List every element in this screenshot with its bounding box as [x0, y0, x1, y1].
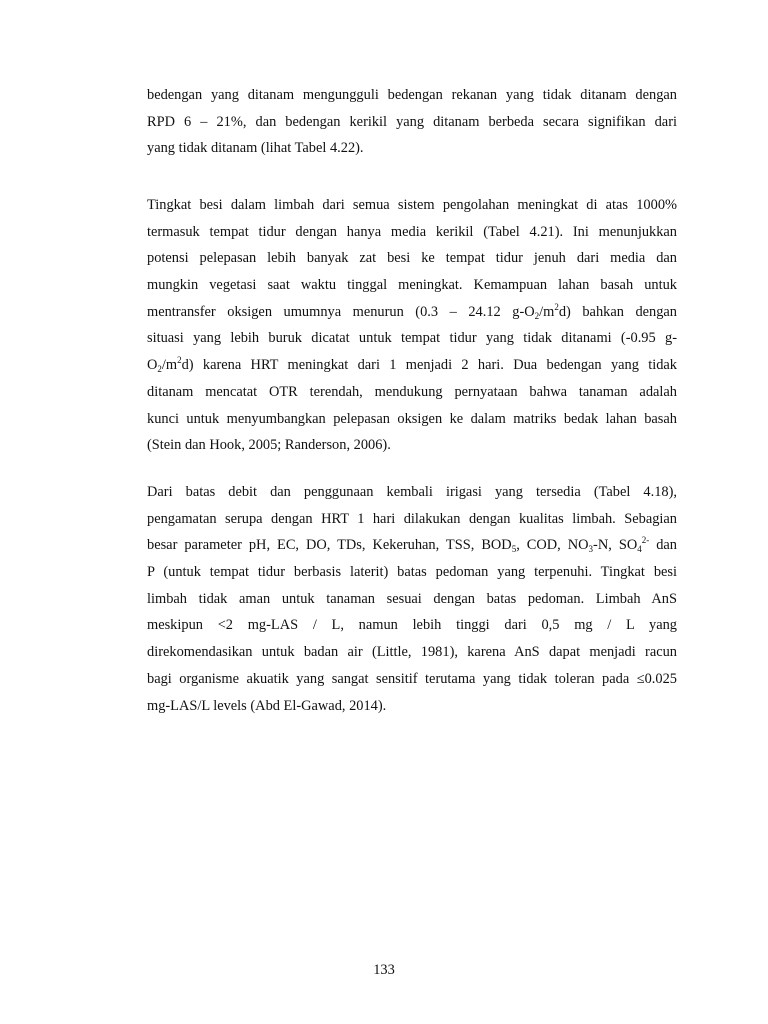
text-line: Tingkat besi dalam limbah dari semua sistem pengolahan meningkat di atas 1000%	[147, 197, 677, 213]
subscript: 3	[588, 544, 594, 555]
subscript: 5	[511, 544, 517, 555]
text-line: potensi pelepasan lebih banyak zat besi ke tempat tidur jenuh dari media dan	[147, 250, 677, 267]
text-segment: d) karena HRT meningkat dari 1 menjadi 2 hari. Dua bedengan yang tidak	[181, 357, 677, 374]
text-line: mg-LAS/L levels (Abd El-Gawad, 2014).	[147, 697, 387, 714]
text-line	[147, 532, 677, 559]
text-segment: -N, SO	[593, 537, 638, 554]
subscript: 2	[534, 310, 540, 321]
text-line: (Stein dan Hook, 2005; Randerson, 2006).	[147, 437, 391, 454]
text-line: P (untuk tempat tidur berbasis laterit) batas pedoman yang terpenuhi. Tingkat besi	[147, 564, 677, 581]
text-line: kunci untuk menyumbangkan pelepasan oksigen ke dalam matriks bedak lahan basah	[147, 410, 677, 427]
text-line	[147, 299, 677, 326]
text-line: direkomendasikan untuk badan air (Little, 1981), karena AnS dapat menjadi racun	[147, 644, 677, 661]
paragraph-2	[147, 192, 677, 459]
text-segment: /m	[539, 303, 555, 320]
text-line: pengamatan serupa dengan HRT 1 hari dilakukan dengan kualitas limbah. Sebagian	[147, 510, 677, 527]
text-segment: d) bahkan dengan	[558, 303, 677, 320]
text-segment: dan	[649, 537, 677, 554]
text-line: bedengan yang ditanam mengungguli bedengan rekanan yang tidak ditanam dengan	[147, 87, 677, 103]
text-line: Dari batas debit dan penggunaan kembali irigasi yang tersedia (Tabel 4.18),	[147, 484, 677, 500]
superscript: 2	[177, 355, 182, 366]
text-line	[147, 352, 677, 379]
page-number: 133	[373, 962, 395, 978]
text-line: bagi organisme akuatik yang sangat sensitif terutama yang tidak toleran pada ≤0.025	[147, 670, 677, 687]
text-line: termasuk tempat tidur dengan hanya media kerikil (Tabel 4.21). Ini menunjukkan	[147, 223, 677, 240]
text-line: RPD 6 – 21%, dan bedengan kerikil yang ditanam berbeda secara signifikan dari	[147, 113, 677, 130]
text-line: limbah tidak aman untuk tanaman sesuai dengan batas pedoman. Limbah AnS	[147, 590, 677, 607]
text-segment: besar parameter pH, EC, DO, TDs, Kekeruhan, TSS, BOD	[147, 537, 512, 554]
paragraph-1	[147, 82, 677, 162]
text-line: yang tidak ditanam (lihat Tabel 4.22).	[147, 140, 364, 157]
superscript: 2	[554, 301, 559, 312]
text-line: situasi yang lebih buruk dicatat untuk tempat tidur yang tidak ditanami (-0.95 g-	[147, 330, 677, 347]
text-segment: mentransfer oksigen umumnya menurun (0.3 – 24.12 g-O	[147, 303, 535, 320]
subscript: 4	[637, 544, 642, 555]
text-segment: /m	[161, 357, 178, 374]
text-segment: O	[147, 357, 158, 374]
subscript: 2	[157, 364, 162, 375]
text-line: ditanam mencatat OTR terendah, mendukung pernyataan bahwa tanaman adalah	[147, 383, 677, 400]
text-segment: , COD, NO	[516, 537, 589, 554]
paragraph-3	[147, 479, 677, 719]
text-line: mungkin vegetasi saat waktu tinggal meningkat. Kemampuan lahan basah untuk	[147, 277, 677, 294]
text-line: meskipun <2 mg-LAS / L, namun lebih tinggi dari 0,5 mg / L yang	[147, 617, 677, 634]
superscript: 2-	[641, 535, 650, 546]
